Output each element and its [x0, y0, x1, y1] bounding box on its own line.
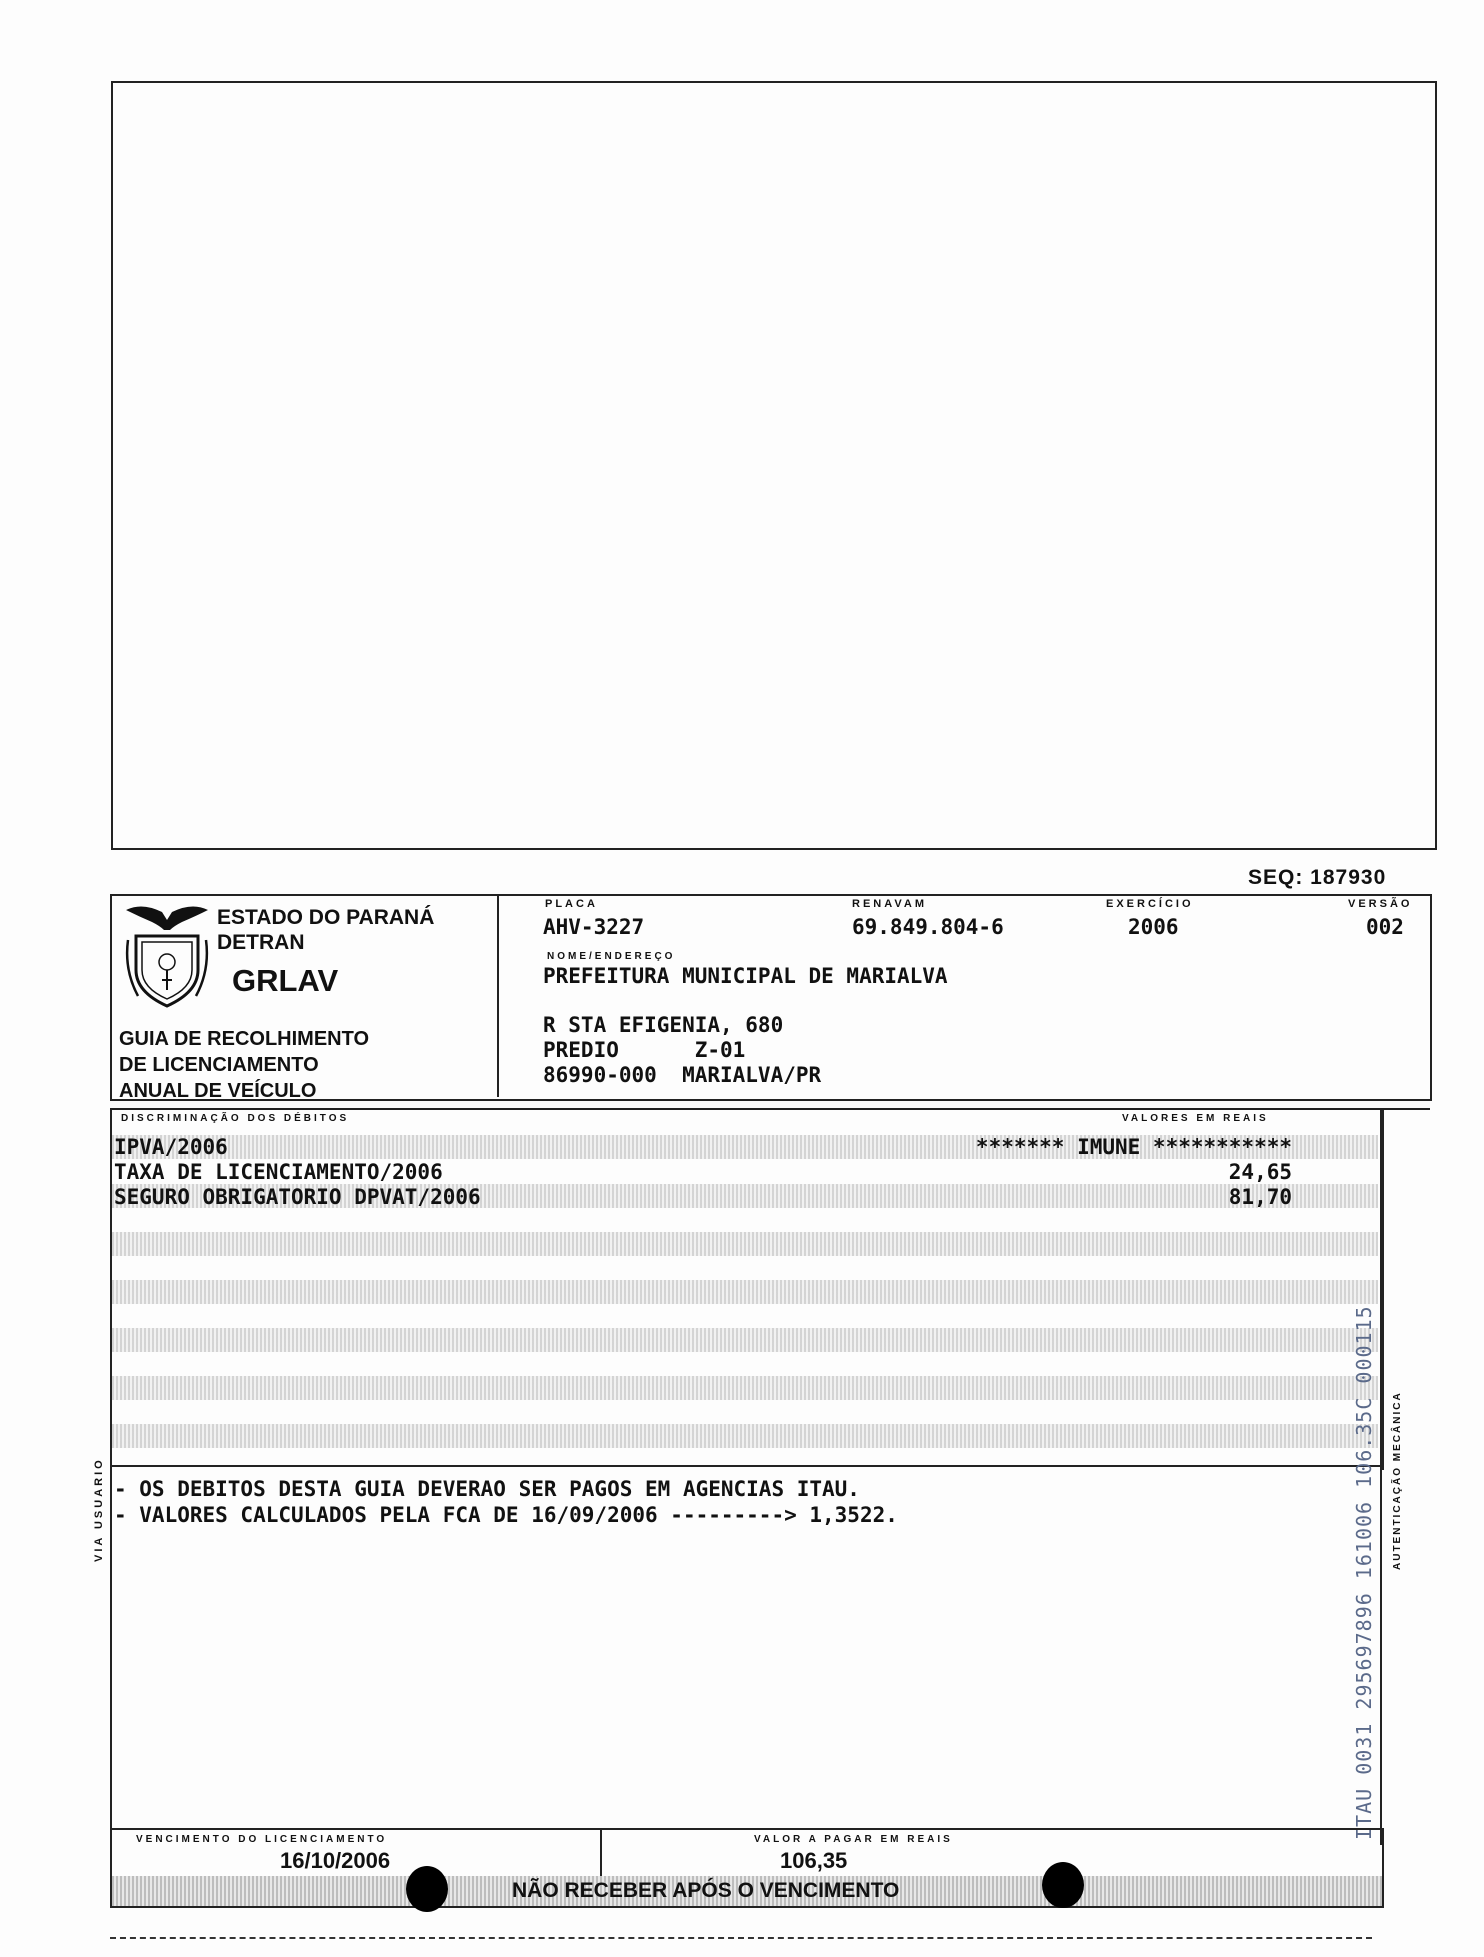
agency-name: DETRAN [217, 931, 305, 954]
state-name: ESTADO DO PARANÁ [217, 906, 435, 929]
authentication-stamp: ITAU 0031 295697896 161006 106.35C 000115 [1352, 1305, 1376, 1840]
amount-label: VALOR A PAGAR EM REAIS [754, 1834, 953, 1845]
authentication-label: AUTENTICAÇÃO MECÂNICA [1392, 1391, 1403, 1570]
seq-number: SEQ: 187930 [1248, 866, 1387, 889]
via-usuario-label: VIA USUARIO [93, 1457, 105, 1562]
debt-item-seguro: SEGURO OBRIGATORIO DPVAT/2006 [114, 1185, 481, 1209]
address-line-3: 86990-000 MARIALVA/PR [543, 1063, 822, 1087]
versao-value: 002 [1366, 915, 1404, 939]
debt-value-taxa: 24,65 [1228, 1160, 1292, 1184]
document-title: GUIA DE RECOLHIMENTO DE LICENCIAMENTO ANUAL DE VEÍCULO [119, 1028, 370, 1102]
values-label: VALORES EM REAIS [1122, 1113, 1269, 1124]
payment-warning: NÃO RECEBER APÓS O VENCIMENTO [512, 1879, 900, 1902]
due-date-value: 16/10/2006 [280, 1848, 391, 1873]
renavam-label: RENAVAM [852, 898, 927, 910]
nome-label: NOME/ENDEREÇO [547, 951, 676, 962]
renavam-value: 69.849.804-6 [852, 915, 1004, 939]
top-blank-area [111, 81, 1437, 850]
placa-value: AHV-3227 [543, 915, 645, 939]
debts-label: DISCRIMINAÇÃO DOS DÉBITOS [121, 1113, 350, 1124]
placa-label: PLACA [545, 898, 598, 910]
versao-label: VERSÃO [1348, 898, 1413, 910]
debt-value-seguro: 81,70 [1228, 1185, 1292, 1209]
form-code: GRLAV [232, 963, 339, 998]
note-2: - VALORES CALCULADOS PELA FCA DE 16/09/2006 ---------> 1,3522. [114, 1503, 898, 1527]
address-line-1: R STA EFIGENIA, 680 [543, 1013, 784, 1037]
debt-item-ipva: IPVA/2006 [114, 1135, 228, 1159]
registration-mark-left [406, 1866, 448, 1912]
parana-coat-of-arms-icon [122, 900, 212, 1012]
cut-line [110, 1937, 1372, 1939]
registration-mark-right [1042, 1862, 1084, 1908]
address-line-2: PREDIO Z-01 [543, 1038, 746, 1062]
amount-value: 106,35 [780, 1848, 848, 1873]
note-1: - OS DEBITOS DESTA GUIA DEVERAO SER PAGOS EM AGENCIAS ITAU. [114, 1477, 860, 1501]
exercicio-label: EXERCÍCIO [1106, 898, 1194, 910]
nome-value: PREFEITURA MUNICIPAL DE MARIALVA [543, 964, 948, 988]
authentication-strip [1380, 1108, 1430, 1845]
due-date-label: VENCIMENTO DO LICENCIAMENTO [136, 1834, 388, 1845]
debt-value-ipva: ******* IMUNE *********** [975, 1135, 1292, 1159]
exercicio-value: 2006 [1128, 915, 1179, 939]
debt-item-taxa: TAXA DE LICENCIAMENTO/2006 [114, 1160, 443, 1184]
